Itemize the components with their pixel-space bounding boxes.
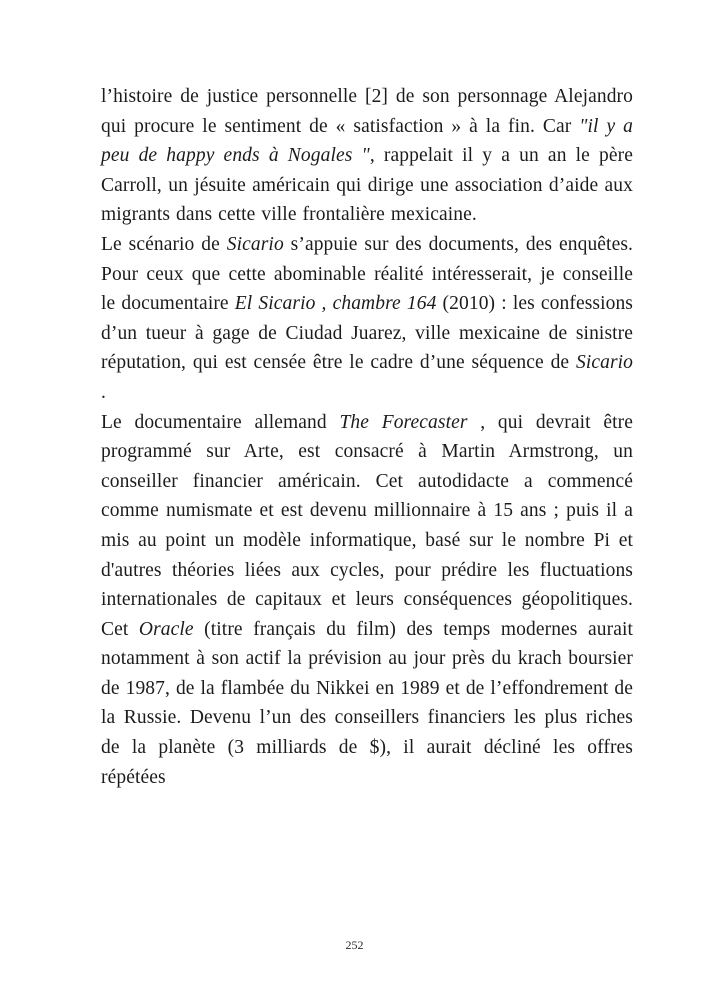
document-text-block (101, 82, 633, 792)
page-number: 252 (345, 938, 364, 952)
text-segment: s’appuie sur des documents, des enquêtes. Pour ceux que cette abominable réalité intéresserait, je conseille le documentaire (101, 233, 633, 315)
text-segment: Le documentaire allemand (101, 411, 340, 433)
italic-text-segment: Sicario (226, 233, 284, 255)
text-segment: Le scénario de (101, 233, 227, 255)
text-segment: (titre français du film) des temps modernes aurait notamment à son actif la prévision au jour près du krach boursier de 1987, de la flambée du Nikkei en 1989 et de l’effondrement de la Russie. Devenu l’un des conseillers financiers les plus riches de la planète (3 milliards de $), il aurait décliné les offres répétées (101, 618, 633, 788)
text-segment: , rappelait il y a un an le père Carroll, un jésuite américain qui dirige une association d’aide aux migrants dans cette ville frontalière mexicaine. (101, 145, 633, 226)
text-segment: . (101, 381, 106, 403)
paragraph (101, 82, 633, 230)
italic-text-segment: El Sicario , chambre 164 (234, 293, 443, 315)
text-segment: , qui devrait être programmé sur Arte, est consacré à Martin Armstrong, un conseiller financier américain. Cet autodidacte a commencé comme numismate et est devenu millionnaire à 15 ans ; puis il a mis au point un modèle informatique, basé sur le nombre Pi et d'autres théories liées aux cycles, pour prédire les fluctuations internationales de capitaux et leurs conséquences géopolitiques. Cet (101, 411, 633, 640)
paragraph (101, 230, 633, 408)
italic-text-segment: The Forecaster (339, 411, 481, 433)
paragraph (101, 408, 633, 793)
italic-text-segment: Oracle (138, 618, 194, 640)
text-segment: l’histoire de justice personnelle [2] de son personnage Alejandro qui procure le sentiment de « satisfaction » à la fin. Car (101, 86, 633, 137)
text-segment: (2010) : les confessions d’un tueur à gage de Ciudad Juarez, ville mexicaine de sinistre réputation, qui est censée être le cadre d’une séquence de (101, 293, 633, 374)
italic-text-segment: "il y a peu de happy ends à Nogales " (101, 115, 633, 167)
italic-text-segment: Sicario (575, 352, 633, 374)
